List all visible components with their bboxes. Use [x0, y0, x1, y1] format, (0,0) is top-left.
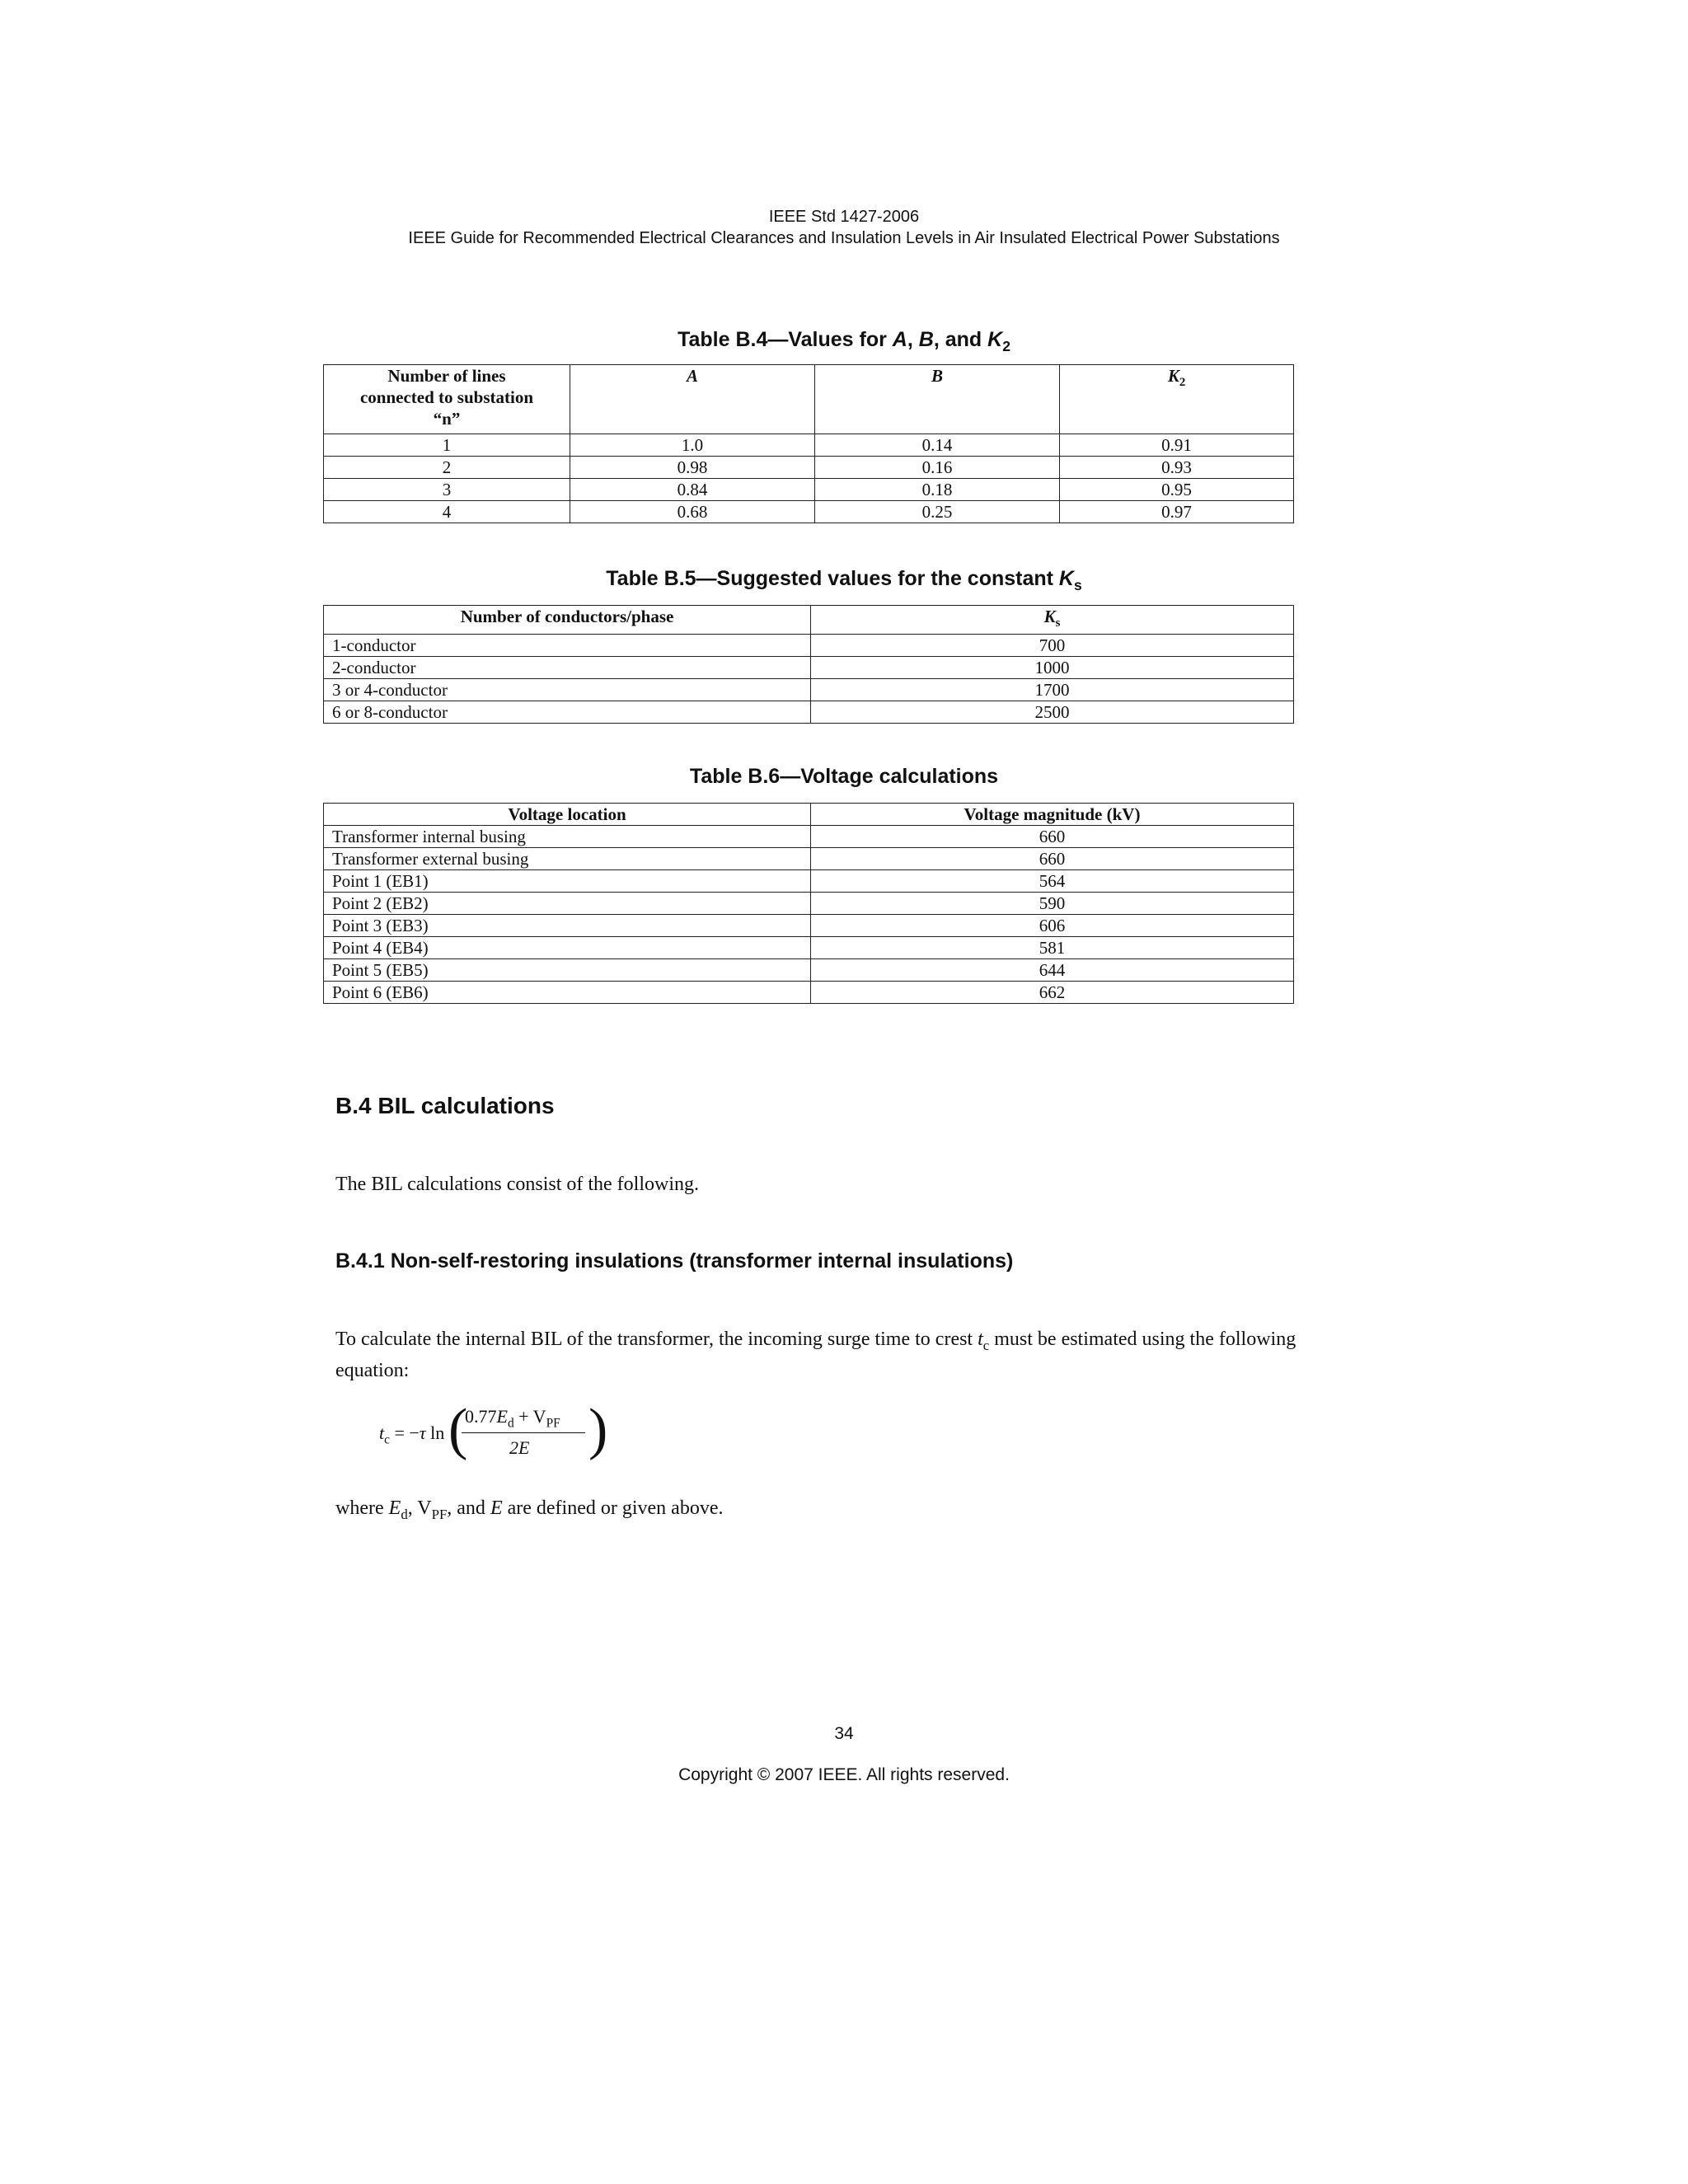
equation-lhs: $t_c = -\tau$ ln [379, 1422, 445, 1447]
table-row: 2 0.98 0.16 0.93 [324, 457, 1294, 479]
table-row: 2-conductor 1000 [324, 657, 1294, 679]
table-header-row [324, 365, 1294, 434]
table-row: Point 3 (EB3) 606 [324, 915, 1294, 937]
table-b4-caption: Table B.4—Values for A, B, and $K_2$ [678, 328, 1010, 354]
copyright-notice: Copyright © 2007 IEEE. All rights reserved. [678, 1765, 1010, 1784]
header-location: Voltage location [324, 804, 811, 826]
page-header [0, 206, 1688, 249]
table-b6 [323, 803, 1294, 1004]
table-header-row [324, 804, 1294, 826]
equation-numerator: $0.77E_d + V_{PF}$ [465, 1406, 560, 1431]
header-a: A [570, 365, 815, 434]
where-clause: where $E_d$, $V_{PF}$, and E are defined or given above. [335, 1497, 724, 1522]
header-ks: $K_s$ [811, 606, 1294, 635]
table-b6-caption: Table B.6—Voltage calculations [689, 765, 999, 788]
table-row: 4 0.68 0.25 0.97 [324, 501, 1294, 523]
table-b5 [323, 605, 1294, 724]
header-magnitude: Voltage magnitude (kV) [811, 804, 1294, 826]
table-row: 1 1.0 0.14 0.91 [324, 434, 1294, 457]
table-b4 [323, 364, 1294, 523]
table-row: 3 or 4-conductor 1700 [324, 679, 1294, 701]
section-heading-b4: B.4 BIL calculations [335, 1093, 555, 1118]
page-number: 34 [834, 1724, 854, 1743]
table-row: Point 1 (EB1) 564 [324, 870, 1294, 893]
right-paren: ) [588, 1398, 608, 1461]
section-b41-paragraph: To calculate the internal BIL of the transformer, the incoming surge time to crest $t_c$ must be estimated using the following equation: [335, 1329, 1296, 1381]
section-heading-b41: B.4.1 Non-self-restoring insulations (transformer internal insulations) [335, 1249, 1014, 1272]
table-row: 6 or 8-conductor 2500 [324, 701, 1294, 724]
table-row: Transformer internal busing 660 [324, 826, 1294, 848]
left-paren: ( [448, 1398, 468, 1461]
table-b5-caption: Table B.5—Suggested values for the constant $K_s$ [606, 567, 1082, 593]
table-row: Point 5 (EB5) 644 [324, 959, 1294, 982]
equation-tc [379, 1398, 643, 1467]
table-row: 1-conductor 700 [324, 635, 1294, 657]
header-k2: $K_2$ [1060, 365, 1294, 434]
table-header-row [324, 606, 1294, 635]
header-b: B [815, 365, 1060, 434]
table-row: 3 0.84 0.18 0.95 [324, 479, 1294, 501]
fraction-bar [462, 1432, 585, 1433]
header-conductors: Number of conductors/phase [324, 606, 811, 635]
equation-denominator: 2E [509, 1437, 530, 1458]
table-row: Point 4 (EB4) 581 [324, 937, 1294, 959]
standard-title: IEEE Guide for Recommended Electrical Clearances and Insulation Levels in Air Insulated Electrical Power Substations [408, 229, 1280, 247]
standard-number: IEEE Std 1427-2006 [768, 208, 920, 226]
table-row: Point 6 (EB6) 662 [324, 982, 1294, 1004]
header-lines: Number of lines connected to substation “n” [324, 365, 570, 434]
table-row: Point 2 (EB2) 590 [324, 893, 1294, 915]
table-row: Transformer external busing 660 [324, 848, 1294, 870]
section-b4-intro: The BIL calculations consist of the following. [335, 1174, 700, 1195]
